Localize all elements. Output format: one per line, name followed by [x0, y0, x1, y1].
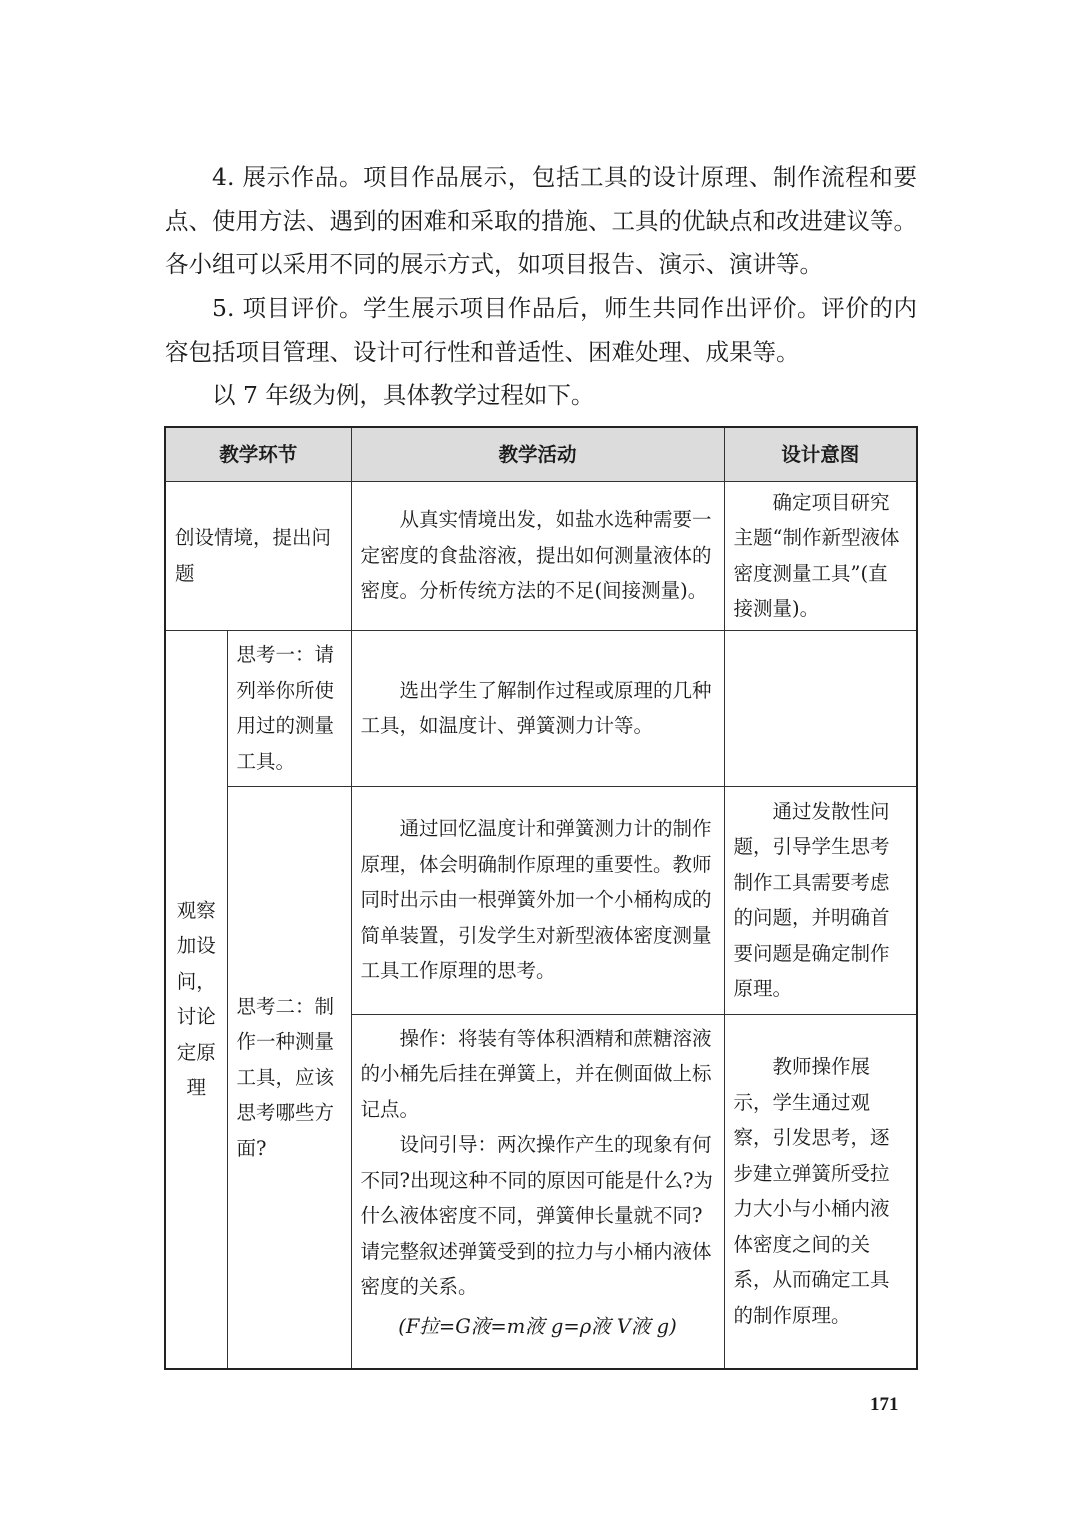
intent-cell: 通过发散性问题，引导学生思考制作工具需要考虑的问题，并明确首要问题是确定制作原理。	[724, 786, 917, 1014]
activity-cell: 通过回忆温度计和弹簧测力计的制作原理，体会明确制作原理的重要性。教师同时出示由一根弹簧外加一个小桶构成的简单装置，引发学生对新型液体密度测量工具工作原理的思考。	[351, 786, 724, 1014]
paragraph-intro: 以 7 年级为例，具体教学过程如下。	[212, 381, 595, 409]
intent-cell: 确定项目研究主题“制作新型液体密度测量工具”(直接测量)。	[724, 481, 917, 630]
stage-cell: 创设情境，提出问题	[165, 481, 351, 630]
table-row	[165, 481, 917, 630]
intent-cell	[724, 630, 917, 786]
activity-cell: 选出学生了解制作过程或原理的几种工具，如温度计、弹簧测力计等。	[351, 630, 724, 786]
paragraph-4: 4. 展示作品。项目作品展示，包括工具的设计原理、制作流程和要点、使用方法、遇到的困难和采取的措施、工具的优缺点和改进建议等。各小组可以采用不同的展示方式，如项目报告、演示、演讲等。	[165, 163, 917, 278]
header-activity: 教学活动	[351, 427, 724, 481]
activity-cell	[351, 1014, 724, 1369]
formula: (F拉=G液=m液 g=ρ液 V液 g)	[398, 1314, 677, 1338]
activity-question: 设问引导：两次操作产生的现象有何不同?出现这种不同的原因可能是什么?为什么液体密度不同，弹簧伸长量就不同?请完整叙述弹簧受到的拉力与小桶内液体密度的关系。	[360, 1133, 713, 1298]
page-number: 171	[870, 1394, 899, 1415]
activity-cell: 从真实情境出发，如盐水选种需要一定密度的食盐溶液，提出如何测量液体的密度。分析传统方法的不足(间接测量)。	[351, 481, 724, 630]
group-stage-cell: 观察加设问，讨论定原理	[165, 630, 227, 1369]
table-row	[165, 630, 917, 786]
intent-cell: 教师操作展示，学生通过观察，引发思考，逐步建立弹簧所受拉力大小与小桶内液体密度之间的关系，从而确定工具的制作原理。	[724, 1014, 917, 1369]
table-header-row	[165, 427, 917, 481]
paragraph-5: 5. 项目评价。学生展示项目作品后，师生共同作出评价。评价的内容包括项目管理、设计可行性和普适性、困难处理、成果等。	[165, 294, 917, 366]
teaching-process-table	[164, 426, 918, 1370]
table-row	[165, 786, 917, 1014]
sub-question-cell: 思考一：请列举你所使用过的测量工具。	[227, 630, 351, 786]
sub-question-cell: 思考二：制作一种测量工具，应该思考哪些方面?	[227, 786, 351, 1369]
activity-operation: 操作：将装有等体积酒精和蔗糖溶液的小桶先后挂在弹簧上，并在侧面做上标记点。	[360, 1026, 712, 1121]
header-stage: 教学环节	[165, 427, 351, 481]
header-intent: 设计意图	[724, 427, 917, 481]
